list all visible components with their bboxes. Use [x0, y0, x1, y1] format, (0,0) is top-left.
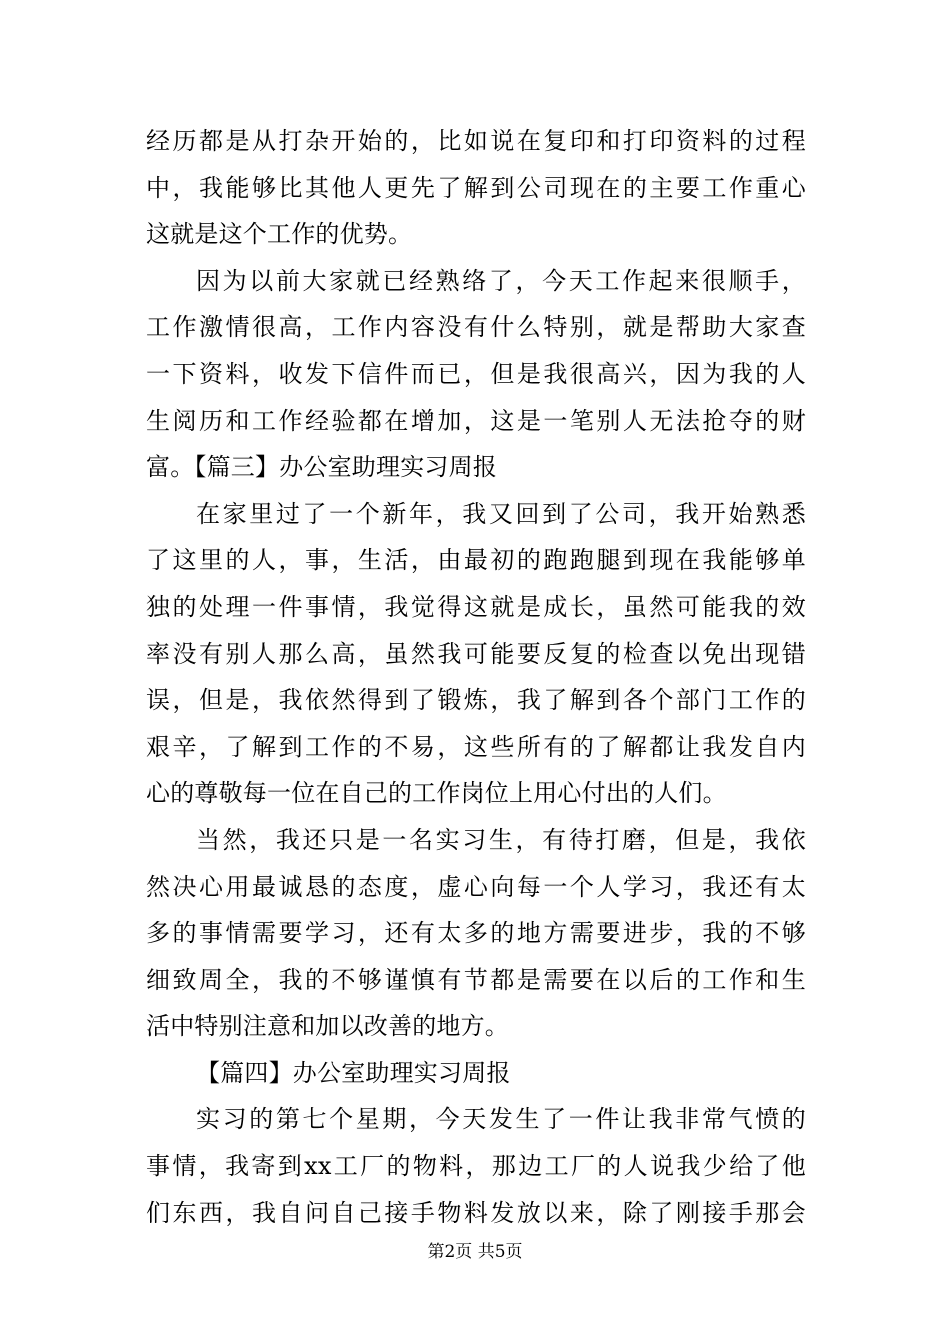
- paragraph-start-line: 因为以前大家就已经熟络了，今天工作起来很顺手，: [196, 266, 806, 295]
- text-line: 艰辛，了解到工作的不易，这些所有的了解都让我发自内: [146, 732, 806, 761]
- document-body: [146, 118, 806, 1236]
- paragraph-start-line: 在家里过了一个新年，我又回到了公司，我开始熟悉: [196, 499, 806, 528]
- text-line: 们东西，我自问自己接手物料发放以来，除了刚接手那会: [146, 1198, 806, 1227]
- text-line: 富。【篇三】办公室助理实习周报: [146, 453, 497, 482]
- text-line: 工作激情很高，工作内容没有什么特别，就是帮助大家查: [146, 313, 806, 342]
- text-line: 经历都是从打杂开始的，比如说在复印和打印资料的过程: [146, 127, 806, 155]
- section-heading: 【篇四】办公室助理实习周报: [196, 1058, 511, 1087]
- text-line: 生阅历和工作经验都在增加，这是一笔别人无法抢夺的财: [146, 406, 806, 435]
- text-line: 这就是这个工作的优势。: [146, 220, 413, 249]
- text-line: 心的尊敬每一位在自己的工作岗位上用心付出的人们。: [146, 779, 727, 808]
- text-line: 事情，我寄到xx工厂的物料，那边工厂的人说我少给了他: [146, 1152, 806, 1181]
- text-line: 独的处理一件事情，我觉得这就是成长，虽然可能我的效: [146, 592, 806, 621]
- page-number-footer: 第2页 共5页: [427, 1242, 523, 1262]
- text-line: 细致周全，我的不够谨慎有节都是需要在以后的工作和生: [146, 965, 806, 994]
- text-line: 误，但是，我依然得到了锻炼，我了解到各个部门工作的: [146, 686, 806, 715]
- text-line: 了这里的人，事，生活，由最初的跑跑腿到现在我能够单: [146, 546, 806, 575]
- text-line: 然决心用最诚恳的态度，虚心向每一个人学习，我还有太: [146, 872, 806, 901]
- text-line: 一下资料，收发下信件而已，但是我很高兴，因为我的人: [146, 359, 806, 388]
- text-line: 中，我能够比其他人更先了解到公司现在的主要工作重心: [146, 173, 806, 202]
- paragraph-start-line: 实习的第七个星期，今天发生了一件让我非常气愤的: [196, 1105, 806, 1134]
- paragraph-start-line: 当然，我还只是一名实习生，有待打磨，但是，我依: [196, 825, 806, 854]
- text-line: 活中特别注意和加以改善的地方。: [146, 1012, 509, 1041]
- text-line: 率没有别人那么高，虽然我可能要反复的检查以免出现错: [146, 639, 806, 668]
- text-line: 多的事情需要学习，还有太多的地方需要进步，我的不够: [146, 919, 806, 948]
